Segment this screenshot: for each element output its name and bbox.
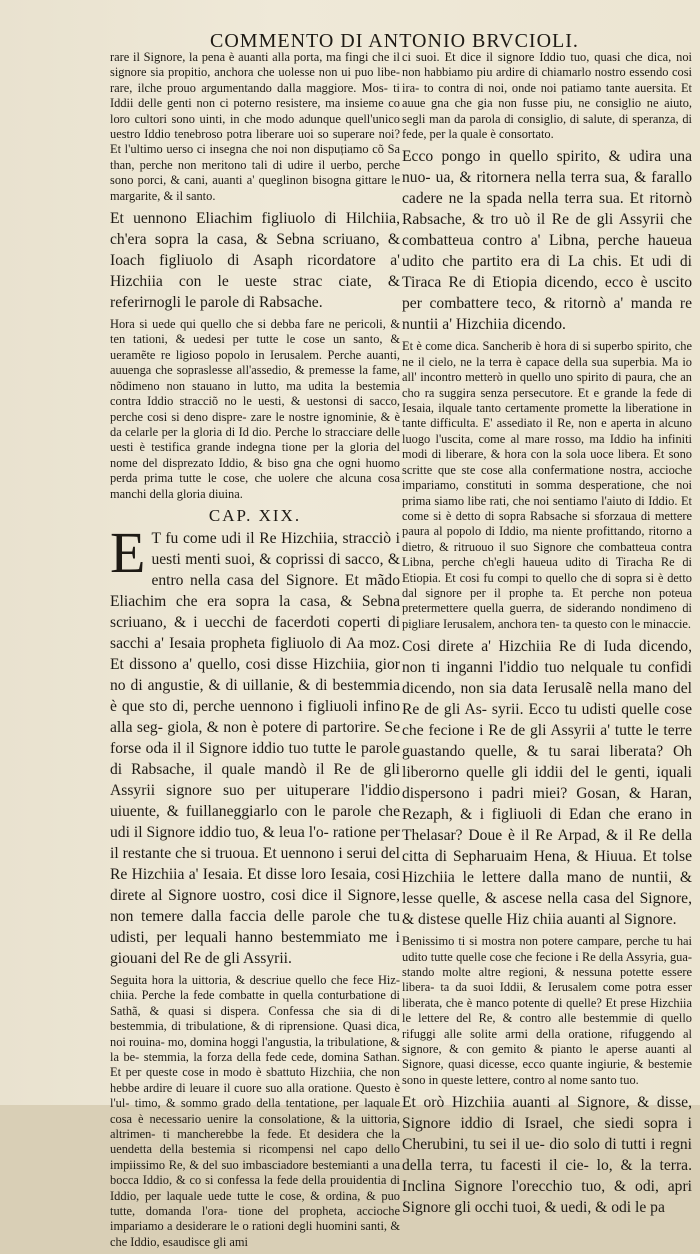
scripture-paragraph: Ecco pongo in quello spirito, & udira una nuo- ua, & ritornera nella terra sua, & farallo cadere ne la spada nella terra sua. Et ritornò Rabsache, & tro uò il Re de gli Assyrii che combatteua contro a' Libna, perche haueua udito che partito era di La chis. Et udi di Tiraca Re di Etiopia dicendo, ecco è uscito per combattere teco, & ritornò a' manda re nuntii a' Hizchiia dicendo. bbox=[402, 148, 692, 334]
scripture-paragraph: Cosi direte a' Hizchiia Re di Iuda dicendo, non ti inganni l'iddio tuo nelquale tu confidi dicendo, non sia data Ierusalẽ nella mano del Re de gli As- syrii. Ecco tu udisti quelle cose che fecione i Re de gli Assyrii a' tutte le terre guastando quelle, & tu sarai liberata? Oh liberorno quelle gli iddii del le genti, iquali dispersono i padri miei? Gosan, & Haran, Rezaph, & i figliuoli di Edan che erano in Thelasar? Doue è il Re Arpad, & il Re della citta di Sepharuaim Hena, & Hiuua. Et tolse Hizchiia le lettere dalla mano de nuntii, & lesse quelle, & ascese nella casa del Signore, & distese quelle Hiz chiia auanti al Signore. bbox=[402, 638, 692, 929]
commentary-paragraph: Seguita hora la uittoria, & descriue quello che fece Hiz- chiia. Perche la fede combatte in quella conturbatione di Sathã, & quasi si dispera. Confessa che sia di di bestemmia, di tribulatione, & di riprensione. Quasi dica, noi rouina- mo, domina hoggi l'angustia, la tribulatione, & la be- stemmia, la forza della fede cede, domina Sathan. Et per queste cose in modo è sbattuto Hizchiia, che non hebbe ardire di leuare il cuore suo alla oratione. Questo è l'ul- timo, & sommo grado della tentatione, per laquale cosa è necessario uenire la consolatione, & la uittoria, altrimen- ti mancherebbe la fede. Et desidera che la uendetta della bestemia si ricompensi nel capo dello impiissimo Re, & del suo imbasciadore bestemianti a una bocca Iddio, & co si confessa la fede della prouidentia di Iddio, per laquale uede tutte le cose, & ordina, & puo tutte, domanda l'ora- tione del propheta, accioche impariamo a desiderare le o rationi degli huomini santi, & che Iddio, esaudisce gli ami bbox=[110, 972, 400, 1249]
commentary-paragraph: Et è come dica. Sancherib è hora di si superbo spirito, che ne il cielo, ne la terra è capace della sua superbia. Ma io all' incontro metterò in quello uno spirito di paura, che an cho ra suggira senza persecutore. Et e grande la fede di Iesaia, ilquale tanto certamente promette la liberatione in tante difficulta. E' assediato il Re, non e aperta in alcuno luogo l'uscita, come al mare rosso, ma Iddio ha infiniti modi di liberare, & hora con la sola uoce libera. Et sono scritte que ste cose alla confermatione nostra, accioche impariamo, constituti in somma desperatione, che noi prima siamo libe rati, che noi sentiamo l'aiuto di Iddio. Et come si è detto di sopra Rabsache si sforzaua di mettere paura al popolo di Iddio, ma niente profittando, ritorno a dietro, & ritruouo il suo Signore che combatteua contra Libna, perche ch'egli haueua udito di Tiracha Re di Etiopia. Et cosi fu compi to quello che di sopra si è detto dal signore per il prophe ta. Et perche non poteua pretermettere quella guerra, de siderando nondimeno di pigliare Ierusalem, anchora ten- ta questo con le minaccie. bbox=[402, 339, 692, 631]
scripture-paragraph: Et orò Hizchiia auanti al Signore, & disse, Signore iddio di Israel, che siedi sopra i Cherubini, tu sei il ue- dio solo di tutti i regni della terra, tu facesti il cie- lo, & la terra. Inclina Signore l'orecchio tuo, & odi, apri Signore gli occhi tuoi, & uedi, & odi le pa bbox=[402, 1094, 692, 1217]
chapter-opening-text: T fu come udi il Re Hizchiia, stracciò i uesti menti suoi, & coprissi di sacco, & entro nella casa del Signore. Et mãdo Eliachim che era sopra la casa, & Sebna scriuano, & i uecchi de facerdoti coperti di sacchi a' Iesaia propheta figliuolo di Aa moz. Et dissono a' quello, cosi disse Hizchiia, gior no di angustie, & di uillanie, & di bestemmia è que sto di, perche uennono i figliuoli infino alla seg- giola, & non è potere di partorire. Se forse oda il il Signore iddio tuo tutte le parole di Rabsache, il quale mandò il Re de gli Assyrii signore suo per uituperare l'iddio uiuente, & fuillaneggiarlo con le parole che udi il Signore iddio tuo, & leua l'o- ratione per il restante che si truoua. Et uennono i serui del Re Hizchiia a' Iesaia. Et disse loro Iesaia, cosi direte al Signore uostro, cosi dice il Signore, non temere dalla faccia delle parole che tu udisti, per lequali hanno bestemmiato me i giouani del Re de gli Assyrii. bbox=[110, 529, 400, 967]
commentary-paragraph: Hora si uede qui quello che si debba fare ne pericoli, & ten tationi, & uedesi per tutte le cose un santo, & ueramẽte re ligioso popolo in Ierusalem. Perche auanti, auuenga che sopraslesse all'assedio, & premesse la fame, nõdimeno non stauano in lutto, ma udita la bestemia contra Iddio stracciõ no le uesti, & uestonsi di sacco, perche cosi si deno dispre- zare le nostre ignominie, & è da celarle per la gloria di Id dio. Perche lo stracciare delle uesti è testifica grande indegna tione per la gloria del nome del disprezato Iddio, & biso gna che ogni huomo perda prima tutte le cose, che uolere che alcuna cosa manchi della gloria diuina. bbox=[110, 317, 400, 501]
commentary-paragraph: ci suoi. Et dice il signore Iddio tuo, quasi che dica, noi non habbiamo piu ardire di chiamarlo nostro essendo cosi ira- to contra di noi, onde noi patiamo tante auersita. Et auue gna che gia non fusse piu, ne consiglio ne aiuto, segli man da parola di consiglio, di salute, di speranza, di fede, per la quale è consortato. bbox=[402, 50, 692, 142]
commentary-paragraph: Benissimo ti si mostra non potere campare, perche tu hai udito tutte quelle cose che fecione i Re della Assyria, gua- stando molte altre regioni, & nessuna potette essere libera- ta da suoi Iddii, & Ierusalem come potra esser liberata, che è manco potente di quelle? Et prese Hizchiia le lettere del Re, & contro alle bestemmie di quello rifuggi alle solite armi della oratione, rifuggendo al signore, & con gemito & pianto le aperse auanti al Signore, quasi dicesse, ecco quante ingiurie, & bestemie sono in queste lettere, contro al nome santo tuo. bbox=[402, 934, 692, 1087]
left-column bbox=[110, 50, 400, 1254]
chapter-heading: CAP. XIX. bbox=[208, 505, 302, 525]
right-column bbox=[402, 50, 692, 1222]
drop-cap: E bbox=[110, 519, 146, 585]
running-head: COMMENTO DI ANTONIO BRVCIOLI. bbox=[210, 30, 579, 52]
scripture-paragraph: Et uennono Eliachim figliuolo di Hilchiia, ch'era sopra la casa, & Sebna scriuano, & Ioach figliuolo di Asaph ricordatore a' Hizchiia con le ueste strac ciate, & referirnogli le parole di Rabsache. bbox=[110, 210, 400, 312]
chapter-opening-paragraph bbox=[110, 519, 400, 969]
commentary-paragraph: rare il Signore, la pena è auanti alla porta, ma fingi che il signore sia propitio, anchora che uolesse non ui puo libe- rare, ilche prouo argumentando dalla maggiore. Mos- ti Iddii delle genti non ci poterno resistere, ma insieme co loro cultori sono uinti, in che modo adunque quell'unico uestro Iddio tenebroso potra liberare uoi so superare noi? Et l'ultimo uerso ci insegna che noi non dispuțiamo cõ Sa than, perche non meritono tali di udire il uerbo, perche sono porci, & cani, auanti a' queglinon bisogna gittare le margarite, & il santo. bbox=[110, 50, 400, 203]
